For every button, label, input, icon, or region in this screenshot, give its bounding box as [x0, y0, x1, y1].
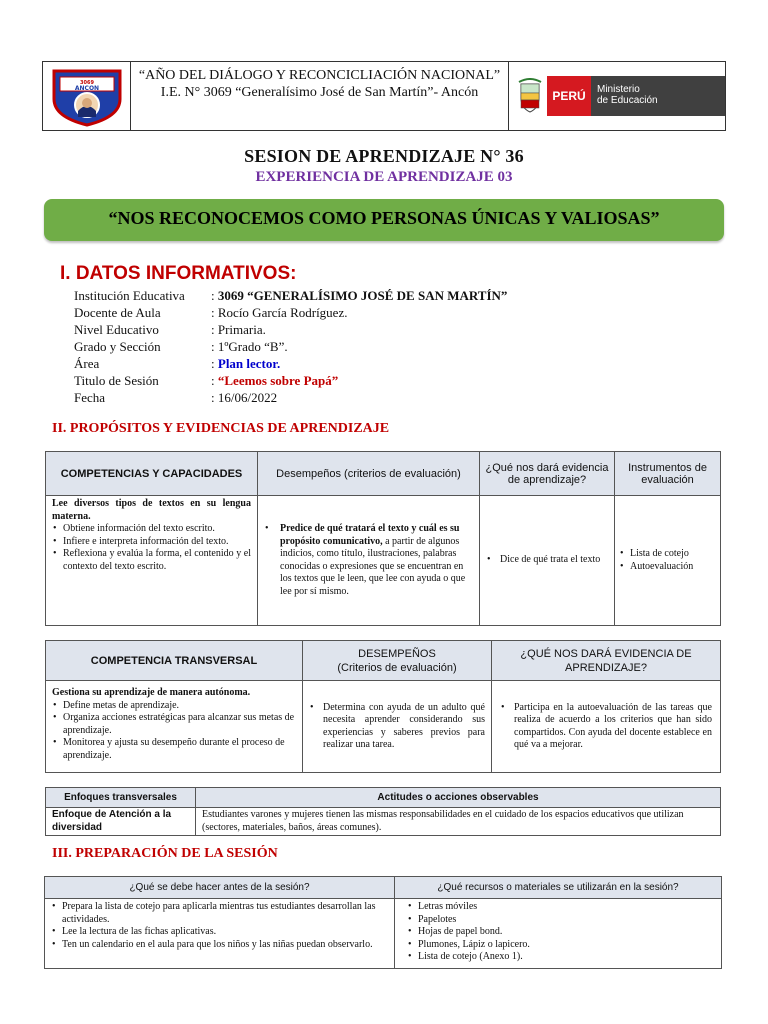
list-item: • Obtiene información del texto escrito. — [52, 523, 251, 536]
performance-bold: Predice de qué tratará el texto y cuál es su propósito comunicativo, — [280, 523, 460, 547]
focus-table — [45, 787, 721, 836]
info-row-area — [74, 355, 507, 372]
list-item: • Letras móviles — [407, 901, 709, 914]
list-item: • Lee la lectura de las fichas aplicativas. — [51, 926, 388, 939]
capacities-list — [52, 523, 251, 573]
attitude-cell: Estudiantes varones y mujeres tienen las mismas responsabilidades en el cuidado de los espacios educativos que utilizan (sectores, materiales, baños, áreas comunes). — [196, 808, 721, 836]
info-value-institution: 3069 “GENERALÍSIMO JOSÉ DE SAN MARTÍN” — [217, 288, 508, 303]
table-header: Enfoques transversales — [46, 788, 196, 808]
evidence-list — [500, 702, 712, 752]
list-item: • Monitorea y ajusta su desempeño durante el proceso de aprendizaje. — [52, 737, 296, 762]
competence-text: Gestiona su aprendizaje de manera autónoma. — [52, 687, 251, 698]
info-sep: : — [211, 339, 218, 354]
info-label: Nivel Educativo — [74, 322, 159, 337]
info-value-session-title: “Leemos sobre Papá” — [217, 373, 339, 388]
info-row-date — [74, 389, 507, 406]
info-label: Docente de Aula — [74, 305, 161, 320]
info-value-level: Primaria. — [217, 322, 266, 337]
info-label: Área — [74, 356, 100, 371]
ministry-name — [591, 76, 725, 116]
preparation-table — [44, 876, 722, 969]
crest-number: 3069 — [79, 80, 94, 86]
session-banner: “NOS RECONOCEMOS COMO PERSONAS ÚNICAS Y VALIOSAS” — [44, 199, 724, 241]
transversal-table — [45, 640, 721, 773]
info-value-date: 16/06/2022 — [217, 390, 278, 405]
list-item: • Papelotes — [407, 914, 709, 927]
table-header-row — [46, 452, 721, 496]
performance-cell — [303, 681, 492, 773]
ministry-name-line-1: Ministerio — [597, 84, 640, 95]
table-header-line: (Criterios de evaluación) — [337, 661, 457, 674]
info-sep: : — [211, 356, 218, 371]
instruments-cell — [615, 496, 721, 626]
info-value-teacher: Rocío García Rodríguez. — [217, 305, 348, 320]
info-label: Grado y Sección — [74, 339, 161, 354]
competence-cell — [46, 496, 258, 626]
crest-name: ANCON — [74, 85, 99, 92]
table-row — [46, 808, 721, 836]
info-label: Titulo de Sesión — [74, 373, 159, 388]
capacities-list — [52, 700, 296, 763]
ministry-logo — [547, 76, 725, 116]
table-row — [46, 681, 721, 773]
table-header: COMPETENCIAS Y CAPACIDADES — [46, 452, 258, 496]
before-session-list — [51, 901, 388, 951]
school-crest-cell — [43, 62, 131, 130]
table-header: Actitudes o acciones observables — [196, 788, 721, 808]
school-line: I.E. N° 3069 “Generalísimo José de San Martín”- Ancón — [160, 85, 479, 100]
table-header-row — [46, 788, 721, 808]
info-grid — [74, 287, 507, 406]
instruments-list — [619, 548, 716, 573]
materials-list — [407, 901, 709, 964]
info-label: Institución Educativa — [74, 288, 185, 303]
section-2-heading: II. PROPÓSITOS Y EVIDENCIAS DE APRENDIZAJE — [52, 421, 390, 436]
info-sep: : — [211, 390, 218, 405]
list-item: • Prepara la lista de cotejo para aplicarla mientras tus estudiantes desarrollan las actividades. — [51, 901, 388, 926]
info-row-teacher — [74, 304, 507, 321]
before-session-cell — [45, 899, 395, 969]
section-3-heading: III. PREPARACIÓN DE LA SESIÓN — [52, 846, 278, 861]
list-item: • Hojas de papel bond. — [407, 926, 709, 939]
competencies-table — [45, 451, 721, 626]
year-motto: “AÑO DEL DIÁLOGO Y RECONCICLIACIÓN NACIONAL” — [138, 68, 501, 83]
table-header: Desempeños (criterios de evaluación) — [258, 452, 480, 496]
ministry-logo-cell — [509, 62, 725, 130]
info-row-session-title — [74, 372, 507, 389]
section-1-heading: I. DATOS INFORMATIVOS: — [60, 263, 297, 284]
competence-cell — [46, 681, 303, 773]
header-box — [42, 61, 726, 131]
evidence-cell — [492, 681, 721, 773]
list-item: • Dice de qué trata el texto — [486, 554, 608, 567]
list-item: • Determina con ayuda de un adulto qué necesita aprender considerando sus experiencias y saberes previos para realizar una tarea. — [309, 702, 485, 752]
list-item: • Plumones, Lápiz o lapicero. — [407, 939, 709, 952]
table-header-line: DESEMPEÑOS — [358, 647, 436, 660]
table-header: COMPETENCIA TRANSVERSAL — [46, 641, 303, 681]
list-item: • Lista de cotejo (Anexo 1). — [407, 951, 709, 964]
table-header — [303, 641, 492, 681]
list-item: • Autoevaluación — [619, 561, 716, 574]
performance-list — [309, 702, 485, 752]
performance-cell — [258, 496, 480, 626]
info-row-institution — [74, 287, 507, 304]
table-header-row — [45, 877, 722, 899]
info-sep: : — [211, 305, 218, 320]
table-row — [46, 496, 721, 626]
list-item: • Reflexiona y evalúa la forma, el contenido y el contexto del texto escrito. — [52, 548, 251, 573]
list-item: • Define metas de aprendizaje. — [52, 700, 296, 713]
evidence-list — [486, 554, 608, 567]
performance-rest: a partir de algunos indicios, como título, ilustraciones, palabras conocidas o expresiones que se encuentran en los textos que le leen, que lee con ayuda o que lee por sí mismo. — [280, 535, 466, 597]
info-value-grade: 1ºGrado “B”. — [217, 339, 288, 354]
materials-cell — [395, 899, 722, 969]
info-row-grade — [74, 338, 507, 355]
ministry-name-line-2: de Educación — [597, 95, 658, 106]
info-sep: : — [211, 322, 218, 337]
list-item: • Infiere e interpreta información del texto. — [52, 536, 251, 549]
list-item: • Lista de cotejo — [619, 548, 716, 561]
session-title: SESION DE APRENDIZAJE N° 36 — [244, 146, 524, 166]
ministry-country: PERÚ — [547, 76, 591, 116]
info-row-level — [74, 321, 507, 338]
header-text-cell — [131, 62, 509, 130]
evidence-cell — [480, 496, 615, 626]
table-header: ¿Qué se debe hacer antes de la sesión? — [45, 877, 395, 899]
performance-list — [264, 523, 473, 598]
table-header: ¿Qué nos dará evidencia de aprendizaje? — [480, 452, 615, 496]
competence-text: Lee diversos tipos de textos en su lengua materna. — [52, 498, 251, 522]
table-header-row — [46, 641, 721, 681]
focus-cell: Enfoque de Atención a la diversidad — [46, 808, 196, 836]
table-header: ¿QUÉ NOS DARÁ EVIDENCIA DE APRENDIZAJE? — [492, 641, 721, 681]
info-value-area: Plan lector. — [217, 356, 281, 371]
table-header: ¿Qué recursos o materiales se utilizarán en la sesión? — [395, 877, 722, 899]
peru-shield-icon — [517, 78, 543, 114]
school-crest-logo — [48, 65, 126, 127]
table-header: Instrumentos de evaluación — [615, 452, 721, 496]
list-item — [264, 523, 473, 598]
info-label: Fecha — [74, 390, 106, 405]
list-item: • Ten un calendario en el aula para que los niños y las niñas puedan observarlo. — [51, 939, 388, 952]
experience-title: EXPERIENCIA DE APRENDIZAJE 03 — [255, 169, 513, 185]
list-item: • Organiza acciones estratégicas para alcanzar sus metas de aprendizaje. — [52, 712, 296, 737]
list-item: • Participa en la autoevaluación de las tareas que realiza de acuerdo a los criterios que han sido compartidos. Con ayuda del docente establece en qué va a mejorar. — [500, 702, 712, 752]
info-sep: : — [211, 288, 218, 303]
info-sep: : — [211, 373, 218, 388]
table-row — [45, 899, 722, 969]
